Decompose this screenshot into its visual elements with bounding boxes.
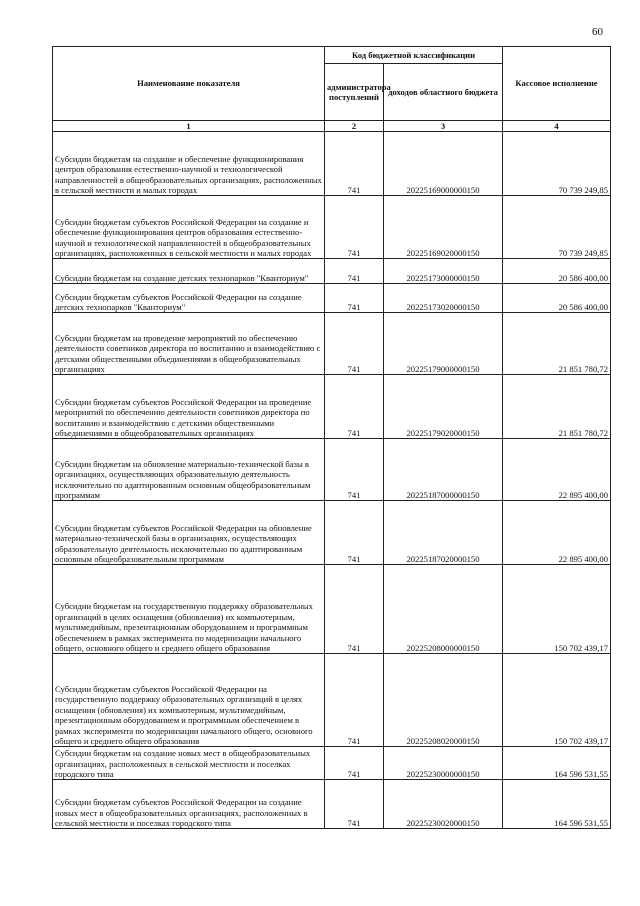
- row-income-code: 20225173000000150: [384, 259, 503, 284]
- row-name: Субсидии бюджетам на создание детских технопарков "Кванториум": [53, 259, 325, 284]
- row-admin-code: 741: [325, 780, 384, 829]
- row-name: Субсидии бюджетам субъектов Российской Федерации на создание и обеспечение функционирования центров образования естественно-научной и технологической направленностей в общеобразовательных организациях, расположенных в сельской местности и малых городах: [53, 196, 325, 259]
- page-number: 60: [592, 26, 603, 38]
- column-number: 3: [384, 121, 503, 132]
- table-row: [53, 439, 611, 501]
- row-name: Субсидии бюджетам субъектов Российской Федерации на проведение мероприятий по обеспечению деятельности советников директора по воспитанию и взаимодействию с детскими общественными объединениями в общеобразовательных организациях: [53, 375, 325, 439]
- row-name: Субсидии бюджетам на государственную поддержку образовательных организаций в целях оснащения (обновления) их компьютерным, мультимедийным, презентационным оборудованием и программным обеспечением в рамках эксперимента по модернизации начального общего, основного общего и среднего общего образования: [53, 565, 325, 654]
- row-admin-code: 741: [325, 375, 384, 439]
- row-income-code: 20225187000000150: [384, 439, 503, 501]
- table-row: [53, 313, 611, 375]
- row-amount: 150 702 439,17: [503, 654, 611, 747]
- table-row: [53, 132, 611, 196]
- table-row: [53, 747, 611, 780]
- table-row: [53, 196, 611, 259]
- header-admin: администратора поступлений: [325, 64, 384, 121]
- table-row: [53, 284, 611, 313]
- row-income-code: 20225169020000150: [384, 196, 503, 259]
- row-amount: 70 739 249,85: [503, 132, 611, 196]
- row-amount: 164 596 531,55: [503, 780, 611, 829]
- row-name: Субсидии бюджетам на обновление материально-технической базы в организациях, осуществляющих образовательную деятельность исключительно по адаптированным основным общеобразовательным программам: [53, 439, 325, 501]
- row-admin-code: 741: [325, 439, 384, 501]
- row-amount: 20 586 400,00: [503, 284, 611, 313]
- row-name: Субсидии бюджетам на проведение мероприятий по обеспечению деятельности советников директора по воспитанию и взаимодействию с детскими общественными объединениями в общеобразовательных организациях: [53, 313, 325, 375]
- header-name: Наименование показателя: [53, 47, 325, 121]
- row-admin-code: 741: [325, 313, 384, 375]
- row-name: Субсидии бюджетам субъектов Российской Федерации на создание новых мест в общеобразовательных организациях, расположенных в сельской местности и поселках городского типа: [53, 780, 325, 829]
- row-income-code: 20225179000000150: [384, 313, 503, 375]
- table-row: [53, 259, 611, 284]
- row-amount: 22 895 400,00: [503, 501, 611, 565]
- row-admin-code: 741: [325, 259, 384, 284]
- table-row: [53, 565, 611, 654]
- table-row: [53, 654, 611, 747]
- table-row: [53, 375, 611, 439]
- row-income-code: 20225187020000150: [384, 501, 503, 565]
- header-code: доходов областного бюджета: [384, 64, 503, 121]
- row-income-code: 20225169000000150: [384, 132, 503, 196]
- row-name: Субсидии бюджетам субъектов Российской Федерации на государственную поддержку образовательных организаций в целях оснащения (обновления) их компьютерным, мультимедийным, презентационным оборудованием и программным обеспечением в рамках эксперимента по модернизации начального общего, основного общего и среднего общего образования: [53, 654, 325, 747]
- header-classification-group: Код бюджетной классификации: [325, 47, 503, 64]
- row-admin-code: 741: [325, 565, 384, 654]
- row-name: Субсидии бюджетам на создание и обеспечение функционирования центров образования естественно-научной и технологической направленностей в общеобразовательных организациях, расположенных в сельской местности и малых городах: [53, 132, 325, 196]
- row-amount: 21 851 780,72: [503, 375, 611, 439]
- row-income-code: 20225173020000150: [384, 284, 503, 313]
- row-amount: 70 739 249,85: [503, 196, 611, 259]
- row-income-code: 20225230000000150: [384, 747, 503, 780]
- column-number: 2: [325, 121, 384, 132]
- table-row: [53, 780, 611, 829]
- column-number: 1: [53, 121, 325, 132]
- row-name: Субсидии бюджетам субъектов Российской Федерации на обновление материально-технической базы в организациях, осуществляющих образовательную деятельность исключительно по адаптированным основным общеобразовательным программам: [53, 501, 325, 565]
- row-admin-code: 741: [325, 654, 384, 747]
- row-amount: 20 586 400,00: [503, 259, 611, 284]
- header-amount: Кассовое исполнение: [503, 47, 611, 121]
- row-admin-code: 741: [325, 196, 384, 259]
- row-name: Субсидии бюджетам на создание новых мест в общеобразовательных организациях, расположенных в сельской местности и поселках городского типа: [53, 747, 325, 780]
- row-amount: 22 895 400,00: [503, 439, 611, 501]
- column-number-row: [53, 121, 611, 132]
- row-income-code: 20225208020000150: [384, 654, 503, 747]
- budget-table: [52, 46, 611, 829]
- column-number: 4: [503, 121, 611, 132]
- row-amount: 150 702 439,17: [503, 565, 611, 654]
- row-admin-code: 741: [325, 284, 384, 313]
- row-admin-code: 741: [325, 747, 384, 780]
- row-amount: 164 596 531,55: [503, 747, 611, 780]
- table-row: [53, 501, 611, 565]
- row-income-code: 20225230020000150: [384, 780, 503, 829]
- row-income-code: 20225179020000150: [384, 375, 503, 439]
- row-name: Субсидии бюджетам субъектов Российской Федерации на создание детских технопарков "Кванториум": [53, 284, 325, 313]
- row-admin-code: 741: [325, 501, 384, 565]
- row-admin-code: 741: [325, 132, 384, 196]
- row-income-code: 20225208000000150: [384, 565, 503, 654]
- row-amount: 21 851 780,72: [503, 313, 611, 375]
